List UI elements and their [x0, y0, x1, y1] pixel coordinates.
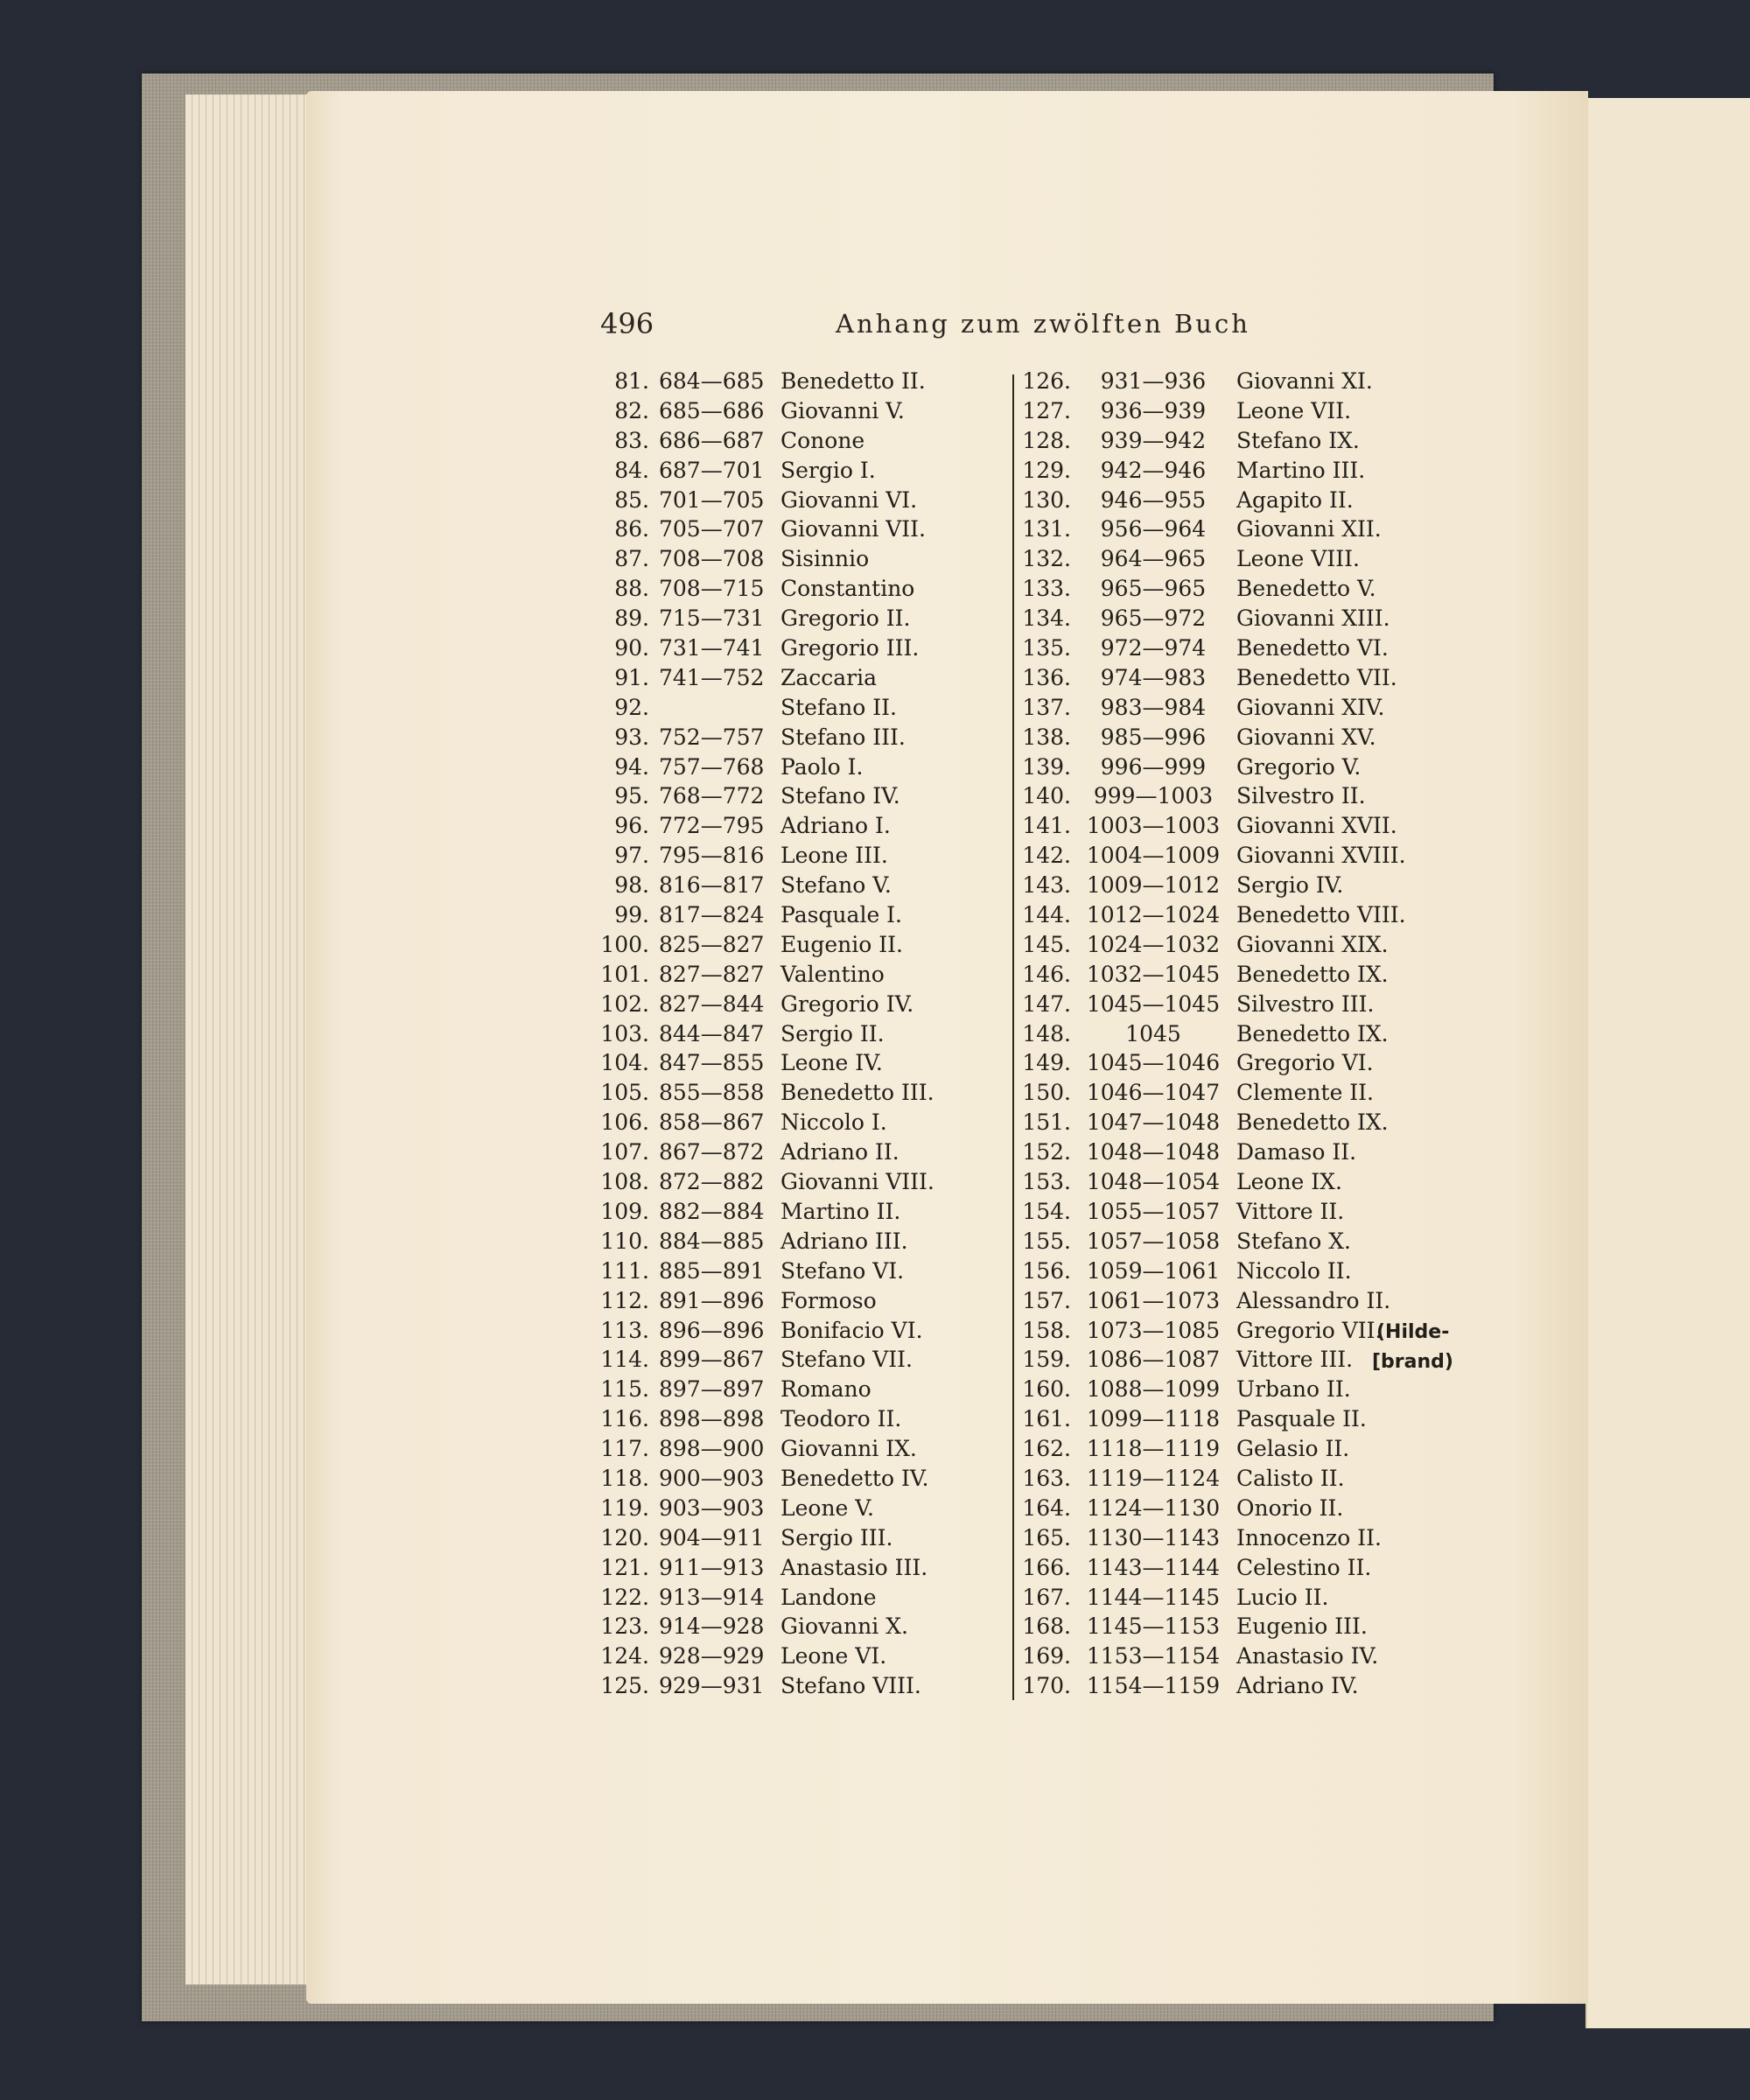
entry-number: 155.	[1022, 1228, 1071, 1254]
entry-pope-name: Stefano V.	[780, 872, 892, 899]
entry-years: 1004—1009	[1086, 843, 1221, 869]
entry-years: 996—999	[1100, 753, 1207, 780]
entry-pope-name: Adriano I.	[780, 813, 891, 839]
entry-number: 121.	[600, 1554, 649, 1580]
entry-number: 131.	[1022, 516, 1071, 542]
entry-years: 1154—1159	[1086, 1673, 1221, 1699]
entry-years: 1118—1119	[1086, 1436, 1221, 1462]
entry-pope-name: Gregorio VI.	[1236, 1050, 1374, 1076]
entry-pope-name: Benedetto II.	[780, 368, 926, 394]
entry-years: 898—900	[659, 1436, 765, 1462]
entry-number: 85.	[614, 486, 649, 513]
marginal-note-brand: [brand)	[1372, 1351, 1453, 1373]
entry-years: 1003—1003	[1086, 813, 1221, 839]
entry-pope-name: Conone	[780, 427, 865, 453]
entry-number: 113.	[600, 1317, 649, 1343]
entry-years: 1047—1048	[1086, 1110, 1221, 1136]
entry-pope-name: Stefano IX.	[1236, 427, 1360, 453]
entry-years: 795—816	[659, 843, 765, 869]
entry-number: 156.	[1022, 1257, 1071, 1284]
entry-number: 132.	[1022, 546, 1071, 572]
entry-years: 884—885	[659, 1228, 765, 1254]
entry-number: 92.	[614, 694, 649, 720]
entry-pope-name: Sergio III.	[780, 1524, 893, 1550]
entry-pope-name: Pasquale I.	[780, 902, 903, 928]
entry-number: 100.	[600, 931, 649, 957]
entry-years: 999—1003	[1093, 783, 1214, 809]
entry-pope-name: Damaso II.	[1236, 1139, 1357, 1166]
entry-number: 111.	[600, 1257, 649, 1284]
entry-number: 93.	[614, 724, 649, 750]
entry-years: 708—708	[659, 546, 765, 572]
entry-number: 147.	[1022, 990, 1071, 1017]
entry-number: 141.	[1022, 813, 1071, 839]
entry-years: 715—731	[659, 606, 765, 632]
entry-number: 106.	[600, 1110, 649, 1136]
entry-years: 1130—1143	[1086, 1524, 1221, 1550]
entry-pope-name: Leone V.	[780, 1494, 874, 1521]
entry-pope-name: Gregorio II.	[780, 606, 911, 632]
entry-years: 687—701	[659, 457, 765, 483]
entry-years: 946—955	[1100, 486, 1207, 513]
entry-years: 911—913	[659, 1554, 765, 1580]
entry-pope-name: Martino III.	[1236, 457, 1366, 483]
entry-pope-name: Stefano VI.	[780, 1257, 905, 1284]
entry-years: 1046—1047	[1086, 1080, 1221, 1106]
entry-years: 705—707	[659, 516, 765, 542]
entry-pope-name: Agapito II.	[1236, 486, 1354, 513]
entry-years: 1059—1061	[1086, 1257, 1221, 1284]
entry-years: 1024—1032	[1086, 931, 1221, 957]
entry-years: 816—817	[659, 872, 765, 899]
entry-pope-name: Martino II.	[780, 1198, 901, 1224]
entry-pope-name: Romano	[780, 1376, 872, 1403]
book-page	[306, 91, 1588, 2004]
entry-pope-name: Benedetto V.	[1236, 576, 1376, 602]
entry-years: 817—824	[659, 902, 765, 928]
entry-number: 135.	[1022, 635, 1071, 662]
entry-number: 130.	[1022, 486, 1071, 513]
entry-number: 120.	[600, 1524, 649, 1550]
entry-years: 827—827	[659, 961, 765, 987]
entry-pope-name: Sergio I.	[780, 457, 876, 483]
entry-pope-name: Niccolo II.	[1236, 1257, 1352, 1284]
entry-number: 146.	[1022, 961, 1071, 987]
entry-pope-name: Giovanni XVII.	[1236, 813, 1397, 839]
entry-number: 125.	[600, 1673, 649, 1699]
entry-pope-name: Pasquale II.	[1236, 1406, 1367, 1432]
entry-pope-name: Formoso	[780, 1287, 877, 1313]
entry-pope-name: Stefano IV.	[780, 783, 900, 809]
entry-number: 99.	[614, 902, 649, 928]
entry-years: 904—911	[659, 1524, 765, 1550]
entry-pope-name: Stefano VII.	[780, 1347, 913, 1373]
entry-years: 772—795	[659, 813, 765, 839]
entry-pope-name: Anastasio III.	[780, 1554, 928, 1580]
entry-years: 741—752	[659, 664, 765, 690]
entry-number: 151.	[1022, 1110, 1071, 1136]
entry-number: 102.	[600, 990, 649, 1017]
entry-number: 101.	[600, 961, 649, 987]
entry-number: 109.	[600, 1198, 649, 1224]
entry-number: 138.	[1022, 724, 1071, 750]
entry-pope-name: Benedetto IX.	[1236, 1110, 1389, 1136]
entry-years: 752—757	[659, 724, 765, 750]
entry-pope-name: Sisinnio	[780, 546, 870, 572]
entry-pope-name: Alessandro II.	[1236, 1287, 1391, 1313]
entry-years: 936—939	[1100, 397, 1207, 424]
entry-pope-name: Benedetto IX.	[1236, 1020, 1389, 1046]
entry-number: 170.	[1022, 1673, 1071, 1699]
entry-pope-name: Giovanni XII.	[1236, 516, 1382, 542]
entry-pope-name: Adriano II.	[780, 1139, 900, 1166]
entry-years: 1032—1045	[1086, 961, 1221, 987]
entry-years: 1055—1057	[1086, 1198, 1221, 1224]
entry-pope-name: Anastasio IV.	[1236, 1643, 1379, 1670]
entry-years: 885—891	[659, 1257, 765, 1284]
entry-years: 882—884	[659, 1198, 765, 1224]
entry-years: 896—896	[659, 1317, 765, 1343]
entry-pope-name: Bonifacio VI.	[780, 1317, 923, 1343]
entry-number: 144.	[1022, 902, 1071, 928]
entry-years: 1012—1024	[1086, 902, 1221, 928]
entry-pope-name: Giovanni XIII.	[1236, 606, 1390, 632]
entry-number: 81.	[614, 368, 649, 394]
entry-number: 143.	[1022, 872, 1071, 899]
entry-pope-name: Giovanni VI.	[780, 486, 918, 513]
entry-years: 913—914	[659, 1584, 765, 1610]
entry-years: 899—867	[659, 1347, 765, 1373]
entry-years: 847—855	[659, 1050, 765, 1076]
entry-pope-name: Gregorio IV.	[780, 990, 914, 1017]
entry-number: 115.	[600, 1376, 649, 1403]
entry-pope-name: Leone VII.	[1236, 397, 1352, 424]
entry-pope-name: Leone VIII.	[1236, 546, 1360, 572]
entry-number: 118.	[600, 1465, 649, 1491]
entry-years: 983—984	[1100, 694, 1207, 720]
entry-years: 1048—1048	[1086, 1139, 1221, 1166]
entry-number: 169.	[1022, 1643, 1071, 1670]
entry-pope-name: Giovanni XV.	[1236, 724, 1376, 750]
entry-pope-name: Eugenio II.	[780, 931, 903, 957]
entry-pope-name: Calisto II.	[1236, 1465, 1345, 1491]
entry-number: 142.	[1022, 843, 1071, 869]
entry-number: 164.	[1022, 1494, 1071, 1521]
entry-number: 126.	[1022, 368, 1071, 394]
entry-pope-name: Giovanni IX.	[780, 1436, 917, 1462]
entry-years: 768—772	[659, 783, 765, 809]
entry-number: 145.	[1022, 931, 1071, 957]
entry-years: 1045—1046	[1086, 1050, 1221, 1076]
entry-pope-name: Gregorio VII.	[1236, 1317, 1382, 1343]
entry-pope-name: Silvestro III.	[1236, 990, 1375, 1017]
entry-number: 165.	[1022, 1524, 1071, 1550]
entry-years: 858—867	[659, 1110, 765, 1136]
entry-years: 897—897	[659, 1376, 765, 1403]
entry-years: 974—983	[1100, 664, 1207, 690]
entry-years: 914—928	[659, 1614, 765, 1640]
entry-number: 90.	[614, 635, 649, 662]
entry-years: 903—903	[659, 1494, 765, 1521]
entry-pope-name: Giovanni XIX.	[1236, 931, 1389, 957]
entry-pope-name: Adriano III.	[780, 1228, 908, 1254]
entry-number: 124.	[600, 1643, 649, 1670]
entry-years: 965—972	[1100, 606, 1207, 632]
entry-number: 122.	[600, 1584, 649, 1610]
entry-pope-name: Leone III.	[780, 843, 888, 869]
marginal-note-hilde: (Hilde-	[1376, 1321, 1450, 1343]
entry-years: 1145—1153	[1086, 1614, 1221, 1640]
entry-number: 110.	[600, 1228, 649, 1254]
entry-years: 1099—1118	[1086, 1406, 1221, 1432]
entry-number: 98.	[614, 872, 649, 899]
entry-number: 154.	[1022, 1198, 1071, 1224]
entry-years: 867—872	[659, 1139, 765, 1166]
entry-number: 108.	[600, 1169, 649, 1195]
entry-pope-name: Benedetto III.	[780, 1080, 934, 1106]
entry-years: 1124—1130	[1086, 1494, 1221, 1521]
entry-years: 701—705	[659, 486, 765, 513]
entry-pope-name: Zaccaria	[780, 664, 878, 690]
entry-number: 84.	[614, 457, 649, 483]
entry-number: 161.	[1022, 1406, 1071, 1432]
entry-pope-name: Gregorio III.	[780, 635, 920, 662]
entry-pope-name: Valentino	[780, 961, 885, 987]
entry-number: 139.	[1022, 753, 1071, 780]
entry-pope-name: Leone VI.	[780, 1643, 887, 1670]
entry-pope-name: Sergio IV.	[1236, 872, 1344, 899]
entry-pope-name: Constantino	[780, 576, 915, 602]
entry-pope-name: Paolo I.	[780, 753, 864, 780]
entry-number: 112.	[600, 1287, 649, 1313]
entry-years: 898—898	[659, 1406, 765, 1432]
entry-pope-name: Niccolo I.	[780, 1110, 887, 1136]
entry-pope-name: Clemente II.	[1236, 1080, 1375, 1106]
entry-years: 872—882	[659, 1169, 765, 1195]
entry-years: 685—686	[659, 397, 765, 424]
entry-number: 168.	[1022, 1614, 1071, 1640]
entry-number: 119.	[600, 1494, 649, 1521]
entry-pope-name: Giovanni XIV.	[1236, 694, 1385, 720]
entry-years: 1009—1012	[1086, 872, 1221, 899]
entry-pope-name: Benedetto VIII.	[1236, 902, 1406, 928]
entry-number: 86.	[614, 516, 649, 542]
running-title: Anhang zum zwölften Buch	[836, 309, 1250, 339]
entry-number: 127.	[1022, 397, 1071, 424]
entry-years: 844—847	[659, 1020, 765, 1046]
entry-pope-name: Urbano II.	[1236, 1376, 1351, 1403]
entry-number: 133.	[1022, 576, 1071, 602]
entry-years: 931—936	[1100, 368, 1207, 394]
entry-pope-name: Teodoro II.	[780, 1406, 902, 1432]
entry-years: 1073—1085	[1086, 1317, 1221, 1343]
entry-number: 114.	[600, 1347, 649, 1373]
entry-number: 152.	[1022, 1139, 1071, 1166]
entry-pope-name: Silvestro II.	[1236, 783, 1366, 809]
entry-number: 94.	[614, 753, 649, 780]
entry-years: 1119—1124	[1086, 1465, 1221, 1491]
facing-page-edge	[1586, 98, 1750, 2028]
entry-number: 104.	[600, 1050, 649, 1076]
entry-years: 942—946	[1100, 457, 1207, 483]
entry-pope-name: Giovanni VII.	[780, 516, 926, 542]
entry-number: 137.	[1022, 694, 1071, 720]
entry-years: 825—827	[659, 931, 765, 957]
entry-years: 827—844	[659, 990, 765, 1017]
entry-pope-name: Vittore II.	[1236, 1198, 1345, 1224]
entry-pope-name: Benedetto VII.	[1236, 664, 1397, 690]
entry-pope-name: Benedetto IX.	[1236, 961, 1389, 987]
entry-number: 160.	[1022, 1376, 1071, 1403]
entry-number: 82.	[614, 397, 649, 424]
entry-years: 686—687	[659, 427, 765, 453]
entry-years: 1088—1099	[1086, 1376, 1221, 1403]
entry-pope-name: Adriano IV.	[1236, 1673, 1359, 1699]
entry-years: 1057—1058	[1086, 1228, 1221, 1254]
entry-number: 103.	[600, 1020, 649, 1046]
entry-number: 97.	[614, 843, 649, 869]
entry-pope-name: Gelasio II.	[1236, 1436, 1350, 1462]
entry-years: 1143—1144	[1086, 1554, 1221, 1580]
entry-years: 1048—1054	[1086, 1169, 1221, 1195]
entry-number: 163.	[1022, 1465, 1071, 1491]
entry-years: 1045	[1125, 1020, 1181, 1046]
entry-number: 91.	[614, 664, 649, 690]
entry-number: 96.	[614, 813, 649, 839]
entry-pope-name: Benedetto IV.	[780, 1465, 929, 1491]
entry-number: 159.	[1022, 1347, 1071, 1373]
entry-years: 929—931	[659, 1673, 765, 1699]
entry-years: 757—768	[659, 753, 765, 780]
entry-pope-name: Giovanni XI.	[1236, 368, 1373, 394]
entry-number: 95.	[614, 783, 649, 809]
entry-pope-name: Leone IX.	[1236, 1169, 1342, 1195]
entry-pope-name: Gregorio V.	[1236, 753, 1362, 780]
entry-years: 891—896	[659, 1287, 765, 1313]
entry-pope-name: Stefano X.	[1236, 1228, 1351, 1254]
entry-number: 116.	[600, 1406, 649, 1432]
entry-pope-name: Stefano III.	[780, 724, 906, 750]
entry-pope-name: Giovanni V.	[780, 397, 905, 424]
entry-number: 149.	[1022, 1050, 1071, 1076]
entry-number: 129.	[1022, 457, 1071, 483]
entry-number: 123.	[600, 1614, 649, 1640]
entry-years: 1144—1145	[1086, 1584, 1221, 1610]
entry-number: 107.	[600, 1139, 649, 1166]
entry-pope-name: Eugenio III.	[1236, 1614, 1368, 1640]
entry-pope-name: Lucio II.	[1236, 1584, 1329, 1610]
entry-pope-name: Stefano II.	[780, 694, 897, 720]
entry-years: 939—942	[1100, 427, 1207, 453]
entry-number: 128.	[1022, 427, 1071, 453]
entry-pope-name: Innocenzo II.	[1236, 1524, 1382, 1550]
entry-number: 157.	[1022, 1287, 1071, 1313]
entry-years: 1061—1073	[1086, 1287, 1221, 1313]
entry-number: 150.	[1022, 1080, 1071, 1106]
entry-pope-name: Benedetto VI.	[1236, 635, 1389, 662]
entry-number: 88.	[614, 576, 649, 602]
entry-number: 134.	[1022, 606, 1071, 632]
page-number: 496	[600, 307, 654, 340]
entry-years: 964—965	[1100, 546, 1207, 572]
entry-years: 855—858	[659, 1080, 765, 1106]
entry-number: 89.	[614, 606, 649, 632]
entry-number: 166.	[1022, 1554, 1071, 1580]
entry-number: 140.	[1022, 783, 1071, 809]
entry-pope-name: Stefano VIII.	[780, 1673, 921, 1699]
entry-number: 117.	[600, 1436, 649, 1462]
entry-years: 1045—1045	[1086, 990, 1221, 1017]
entry-number: 136.	[1022, 664, 1071, 690]
entry-years: 684—685	[659, 368, 765, 394]
entry-number: 83.	[614, 427, 649, 453]
entry-number: 158.	[1022, 1317, 1071, 1343]
entry-years: 708—715	[659, 576, 765, 602]
entry-pope-name: Giovanni X.	[780, 1614, 908, 1640]
entry-number: 105.	[600, 1080, 649, 1106]
entry-pope-name: Sergio II.	[780, 1020, 885, 1046]
entry-pope-name: Onorio II.	[1236, 1494, 1344, 1521]
entry-years: 1086—1087	[1086, 1347, 1221, 1373]
entry-years: 972—974	[1100, 635, 1207, 662]
entry-number: 148.	[1022, 1020, 1071, 1046]
entry-number: 162.	[1022, 1436, 1071, 1462]
entry-years: 731—741	[659, 635, 765, 662]
entry-pope-name: Leone IV.	[780, 1050, 883, 1076]
entry-pope-name: Giovanni XVIII.	[1236, 843, 1406, 869]
entry-pope-name: Landone	[780, 1584, 877, 1610]
entry-years: 1153—1154	[1086, 1643, 1221, 1670]
entry-pope-name: Celestino II.	[1236, 1554, 1372, 1580]
entry-years: 928—929	[659, 1643, 765, 1670]
page-edges	[186, 94, 326, 1984]
entry-number: 167.	[1022, 1584, 1071, 1610]
entry-pope-name: Vittore III.	[1236, 1347, 1354, 1373]
entry-number: 87.	[614, 546, 649, 572]
entry-years: 900—903	[659, 1465, 765, 1491]
entry-number: 153.	[1022, 1169, 1071, 1195]
entry-years: 956—964	[1100, 516, 1207, 542]
entry-pope-name: Giovanni VIII.	[780, 1169, 934, 1195]
entry-years: 985—996	[1100, 724, 1207, 750]
entry-years: 965—965	[1100, 576, 1207, 602]
